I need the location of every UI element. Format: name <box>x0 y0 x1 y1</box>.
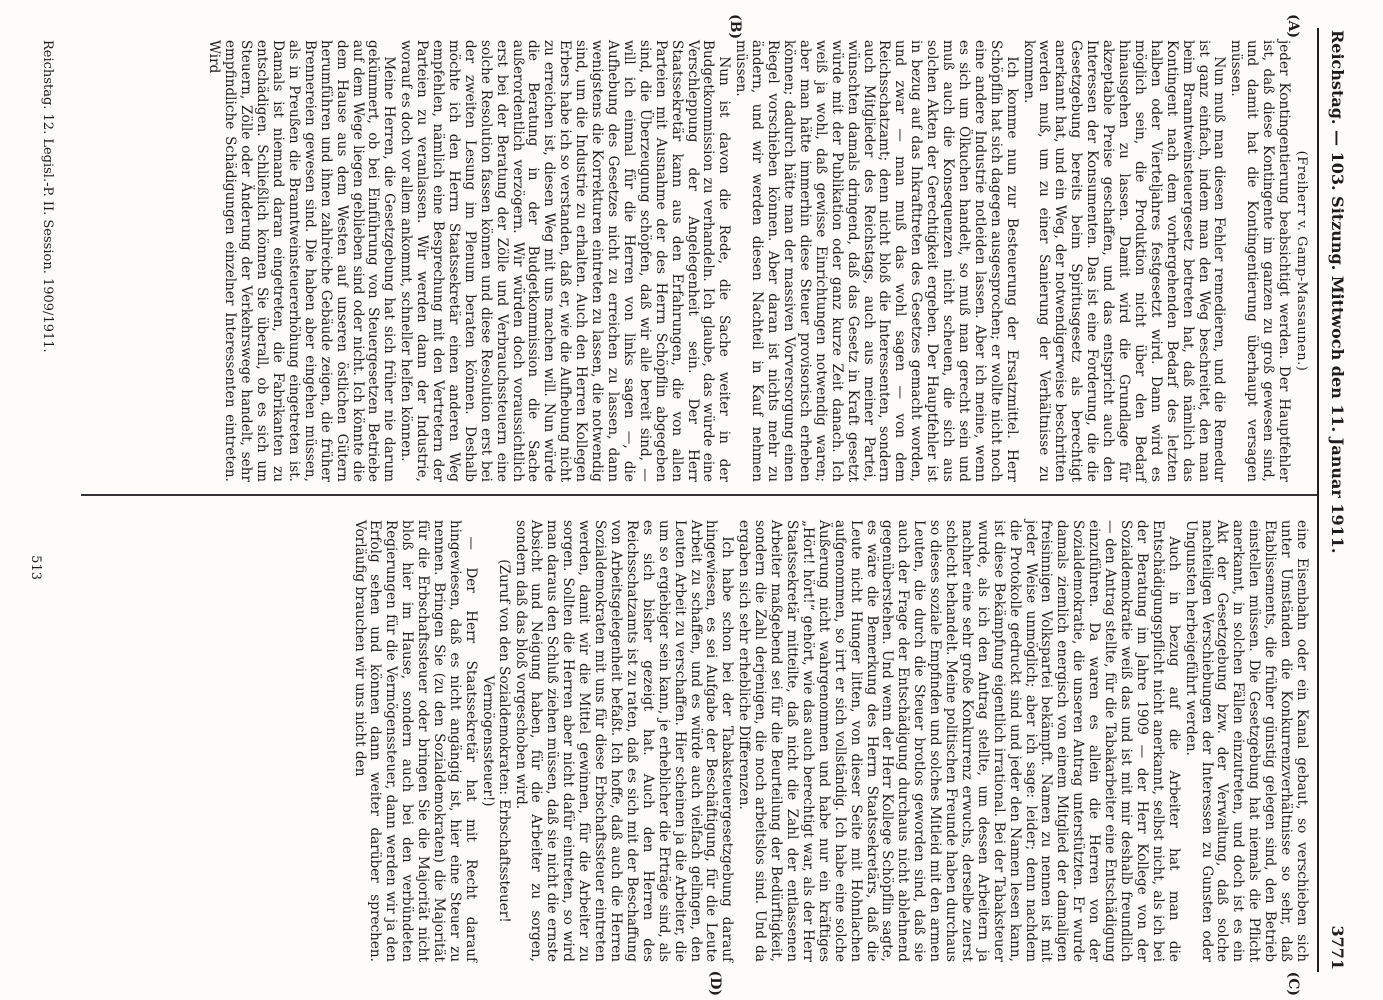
header-rule <box>1317 28 1319 972</box>
paragraph: jeder Kontingentierung beabsichtigt werden. Der Hauptfehler ist, daß diese Kontingente im ganzen zu groß gewesen sind, und damit hat die Kontingentierung überhaupt versagen müssen. <box>1228 40 1293 482</box>
paragraph: Auch in bezug auf die Arbeiter hat man die Entschädigungspflicht nicht anerkannt, selbst nicht, als ich bei der Beratung im Jahre 1909 — der Herr Kollege von der Sozialdemokratie weiß das und ist mit mir deshalb freundlich — den Antrag stellte, für die Tabakarbeiter eine Entschädigung einzuführen. Da waren es allein die Herren von der Sozialdemokratie, die unseren Antrag unterstützten. Er wurde damals ziemlich energisch von einem Mitglied der damaligen freisinnigen Volkspartei bekämpft. Namen zu nennen ist mit jeder Weise unmöglich; aber ich sage: leider; denn nachdem die Protokolle gedruckt sind und jeder den Namen lesen kann, ist diese Bekämpfung eigentlich irrational. Bei der Tabaksteuer wurde, als ich den Antrag stellte, um dessen Arbeitern ja nachher eine sehr große Konkurrenz erwuchs, derselbe zuerst schlecht behandelt. Meine politischen Freunde haben durchaus so dieses soziale Empfinden und solches Mitleid mit den armen Leuten, die durch die Steuer brotlos geworden sind, daß sie auch der Frage der Entschädigung durchaus nicht ablehnend gegenüberstehen. Und wenn der Herr Kollege Schöpflin sagte, es wäre die Bemerkung des Herrn Staatssekretärs, daß die Leute nicht Hunger litten, von dieser Seite mit Hohnlachen aufgenommen, so irrt er sich vollständig. Ich habe eine solche Äußerung nicht wahrgenommen und habe nur ein kräftiges „Hört! hört!“ gehört, wie das auch berechtigt war, als der Herr Staatssekretär mitteilte, daß nicht die Zahl der entlassenen Arbeiter maßgebend sei für die Beurteilung der Bedürftigkeit, sondern die Zahl derjenigen, die noch arbeitslos sind. Und da ergaben sich sehr erhebliche Differenzen. <box>736 520 1182 962</box>
paragraph: Nun muß man diesen Fehler remedieren, und die Remedur ist ganz einfach, indem man den Weg beschreitet, den man beim Branntweinsteuergesetz betreten hat, daß nämlich das Kontingent nach dem vorhergehenden Bedarf des letzten halben oder Vierteljahres festgesetzt wird. Dann wird es möglich sein, die Produktion nicht über den Bedarf hinausgehen zu lassen. Damit wird die Grundlage für akzeptable Preise geschaffen, und das entspricht auch den Interessen der Konsumenten. Das ist eine Forderung, die die Gesetzgebung bereits beim Spiritusgesetz als berechtigt anerkannt hat, und ein Weg, der notwendigerweise beschritten werden muß, um zu einer Sanierung der Verhältnisse zu kommen. <box>1020 40 1228 482</box>
paragraph: Meine Herren, die Gesetzgebung hat sich früher nie darum gekümmert, ob bei Einführung von Steuergesetzen Betriebe auf dem Wege liegen geblieben sind oder nicht. Ich könnte die dem Hause aus dem Westen auf unseren östlichen Gütern herumführen und ihnen zahlreiche Gebäude zeigen, die früher Brennereien gewesen sind. Die haben aber eingehen müssen, als in Preußen die Branntweinsteuererhöhung eingetreten ist. Damals ist niemand daran eingetreten, die Fabrikanten zu entschädigen. Schließlich können Sie überall, ob es sich um Steuern, Zölle oder Änderung der Verkehrswege handelt, sehr empfindliche Schädigungen einzelner Interessenten eintreten. Wird <box>206 40 398 482</box>
column-divider <box>81 494 1317 496</box>
footer-session: Reichstag. 12. Legisl.-P. II. Session. 1909/1911. <box>40 40 55 353</box>
margin-mark-d: (D) <box>707 970 723 996</box>
paragraph: Nun ist davon die Rede, die Sache weiter in der Budgetkommission zu verhandeln. Ich glaube, das würde eine Verschleppung der Angelegenheit sein. Der Herr Staatssekretär kann aus den Erfahrungen, die von allen Parteien mit Ausnahme der des Herrn Schöpflin abgegeben sind, die Überzeugung schöpfen, daß wir alle bereit sind, — will ich einmal für die Herren von links sagen —, die Aufhebung des Gesetzes nicht zu erreichen zu lassen, dann wenigstens die Korrekturen eintreten zu lassen, die notwendig sind, um die Industrie zu erhalten. Auch den Herren Kollegen Erbers habe ich so verstanden, daß er, wie die Aufhebung nicht zu erreichen ist, diesen Weg mit uns machen will. Nun würde die Beratung in der Budgetkommission die Sache außerordentlich verzögern. Wir würden doch voraussichtlich erst bei der Beratung der Zölle und Verbrauchssteuern eine solche Resolution fassen können und diese Resolution erst bei der zweiten Lesung im Plenum beraten können. Deshalb möchte ich den Herrn Staatssekretär einen anderen Weg empfehlen, nämlich eine Besprechung mit den Vertretern der Parteien zu veranlassen. Wir werden dann der Industrie, worauf es doch vor allem ankommt, schneller helfen können. <box>398 40 733 482</box>
page-header <box>1321 30 1355 970</box>
margin-mark-b: (B) <box>727 14 743 40</box>
left-column <box>204 40 1309 482</box>
paragraph: eine Eisenbahn oder ein Kanal gebaut, so verschieben sich unter Umständen die Konkurrenzverhältnisse so sehr, daß Etablissements, die früher günstig gelegen sind, den Betrieb einstellen müssen. Die Gesetzgebung hat niemals die Pflicht anerkannt, in solchen Fällen einzutreten, und doch ist es ein Akt der Gesetzgebung bzw. der Verwaltung, daß solche nachteiligen Verschiebungen der Interessen zu Gunsten oder Ungunsten herbeigeführt werden. <box>1182 520 1310 962</box>
margin-mark-c: (C) <box>1285 971 1301 996</box>
margin-mark-a: (A) <box>1285 14 1301 39</box>
speaker-name: (Freiherr v. Gamp-Massaunen.) <box>1294 150 1309 372</box>
paragraph: Ich habe schon bei der Tabaksteuergesetzgebung darauf hingewiesen, es sei Aufgabe der Beschäftigung, für die Leute Arbeit zu schaffen, und es würde auch vielfach gelingen, den Leuten Arbeit zu verschaffen. Hier scheinen ja die Arbeiter, die um so ergiebiger sein kann, je erheblicher die Erträge sind, als es sich bisher gezeigt hat. Auch den Herren des Reichsschatzamts ist zu raten, daß es sich mit der Beschaffung von Arbeitsgelegenheit befaßt. Ich hoffe, daß auch die Herren Sozialdemokraten mit uns für diese Erbschaftssteuer eintreten werden, damit wir die Mittel gewinnen, für die Arbeiter zu sorgen. Sollten die Herren aber nicht dafür eintreten, so wird man daraus den Schluß ziehen müssen, daß sie nicht die ernste Absicht und Neigung haben, für die Arbeiter zu sorgen, sondern daß das bloß vorgeschoben wird. <box>512 520 736 962</box>
right-column <box>350 520 1309 962</box>
interjection: (Zuruf von den Sozialdemokraten: Erbschaftssteuer! Vermögenssteuer!) <box>479 559 512 923</box>
running-head: Reichstag. — 103. Sitzung. Mittwoch den 11. Januar 1911. <box>1328 30 1348 554</box>
page-number: 3771 <box>1328 925 1348 970</box>
paragraph: Ich komme nun zur Besteuerung der Ersatzmittel. Herr Schöpflin hat sich dagegen ausgesprochen; er wollte nicht noch eine andere Industrie notleiden lassen. Aber ich meine, wenn es sich um Ölkuchen handelt, so muß man gerecht sein und muß auch die Konsequenzen nicht scheuen, die sich aus solchen Akten der Gerechtigkeit ergeben. Der Hauptfehler ist in bezug auf das Inkrafttreten des Gesetzes gemacht worden, und zwar — man muß das wohl sagen — von dem Reichsschatzamt; denn nicht bloß die Interessenten, sondern auch Mitglieder des Reichstags, auch aus meiner Partei, wünschten damals dringend, daß das Gesetz in Kraft gesetzt würde mit der Publikation oder ganz kurze Zeit danach. Ich weiß ja wohl, daß gewisse Einrichtungen notwendig waren; aber man hätte immerhin diese Steuer provisorisch erheben können; dadurch hätte man der massiven Vorversorgung einen Riegel vorschieben können. Aber daran ist nichts mehr zu ändern, und wir werden diesen Nachteil in Kauf nehmen müssen. <box>733 40 1020 482</box>
paragraph: — Der Herr Staatssekretär hat mit Recht darauf hingewiesen, daß es nicht angängig ist, hier eine Steuer zu nennen. Bringen Sie (zu den Sozialdemokraten) die Majorität für die Erbschaftssteuer oder bringen Sie die Majorität nicht bloß hier im Hause, sondern auch bei den verbündeten Regierungen für die Vermögenssteuer, dann werden wir ja den Erfolg sehen und können dann weiter darüber sprechen. Vorläufig brauchen wir uns nicht den <box>351 520 479 962</box>
sheet-number: 513 <box>28 555 43 580</box>
